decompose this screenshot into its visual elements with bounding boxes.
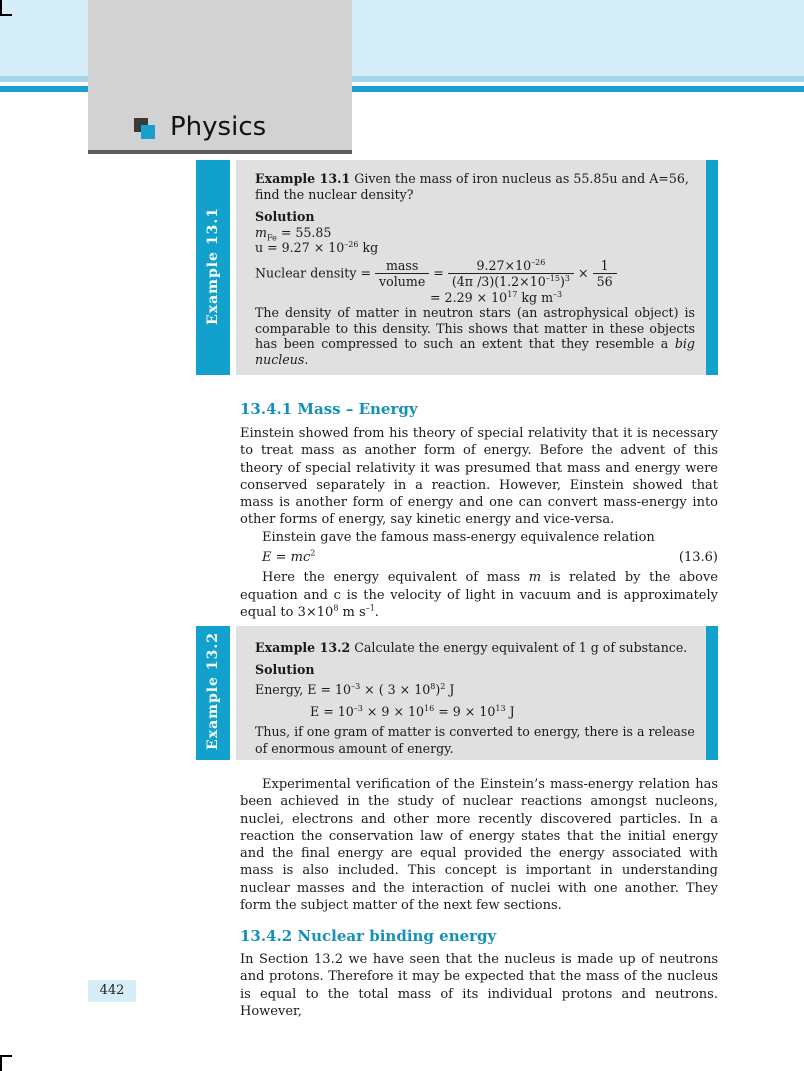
example-1-content [255,171,695,367]
crop-mark-top-left-h [0,14,12,16]
example-2-line-1: Energy, $E = 10^{-3}$ × ( $3 \times 10^8)^2$ J [255,681,455,697]
section-heading-mass-energy: 13.4.1 Mass – Energy [240,400,418,418]
fraction-value: $\frac{9.27\times 10^{-26}}{(4\pi /3)(1.2\times 10^{-15})^3}$ [448,258,574,290]
section-1-para-3: Here the energy equivalent of mass m is related by the above equation and c is the velocity of light in vacuum and is approximately equal to $3\times 10^8$ m $s^{-1}$. [240,570,718,620]
verification-paragraph: Experimental verification of the Einstein’s mass-energy relation has been achieved in the study of nuclear reactions amongst nucleons, nuclei, electrons and other more recently discovered particles. In a reaction the conservation law of energy states that the initial energy and the final energy are equal provided the energy associated with mass is also included. This concept is important in understanding nuclear masses and the interaction of nuclei with one another. They form the subject matter of the next few sections. [240,777,718,914]
section-2-para: In Section 13.2 we have seen that the nucleus is made up of neutrons and protons. Therefore it may be expected that the mass of the nucleus is equal to the total mass of its individual protons and neutrons. However, [240,952,718,1019]
example-2-content [255,638,695,757]
example-tab-label: Example 13.2 [205,632,221,750]
example-tab [196,160,230,375]
example-1-u: $u = 9.27 \times 10^{-26}$ kg [255,239,379,255]
section-1-body [240,425,718,621]
example-box-edge [706,160,718,375]
header-title-rule [88,150,352,154]
fraction-mass-volume: $\frac{\text{mass}}{\text{volume}}$ [375,258,429,290]
example-tab-label: Example 13.1 [205,207,221,325]
example-2-question: Example 13.2 Calculate the energy equivalent of 1 g of substance. [255,640,688,655]
page-number: 442 [88,980,136,1002]
example-tab [196,626,230,760]
section-heading-binding-energy: 13.4.2 Nuclear binding energy [240,927,497,945]
example-2-conclusion: Thus, if one gram of matter is converted to energy, there is a release of enormous amount of energy. [255,724,695,756]
example-2-solution-label: Solution [255,662,315,677]
example-2-line-2: $E = 10^{-3} \times 9 \times 10^{16} = 9 \times 10^{13}$ J [310,703,515,719]
crop-mark-bottom-left [0,1055,2,1071]
crop-mark-bottom-left-h [0,1055,12,1057]
example-1-result: = $2.29 \times 10^{17}$ kg $m^{-3}$ [430,289,563,305]
equation-13-6: $E = mc^2$ (13.6) [262,548,718,566]
example-1-solution-label: Solution [255,209,315,224]
section-1-para-2: Einstein gave the famous mass-energy equivalence relation [262,529,655,545]
fraction-one-over-56: $\frac{1}{56}$ [593,258,617,290]
example-1-conclusion: The density of matter in neutron stars (an astrophysical object) is comparable to this density. This shows that matter in these objects has been compressed to such an extent that they resemble a big nucleus. [255,305,695,367]
example-1-density-equation: Nuclear density = $\frac{\text{mass}}{\text{volume}}$ = $\frac{9.27\times 10^{-26}}{(4\pi /3)(1.2\times 10^{-15})^3}$ × $\frac{1}{56}$ [255,258,695,290]
section-1-para-1: Einstein showed from his theory of special relativity that it is necessary to treat mass as another form of energy. Before the advent of this theory of special relativity it was presumed that mass and energy were conserved separately in a reaction. However, Einstein showed that mass is another form of energy and one can convert mass-energy into other forms of energy, say kinetic energy and vice-versa. [240,426,718,528]
example-box-edge [706,626,718,760]
example-1-question: Example 13.1 Given the mass of iron nucleus as 55.85u and A=56, find the nuclear density? [255,171,689,202]
logo-square-blue [141,125,155,139]
page-title: Physics [170,112,267,142]
equation-number: (13.6) [678,550,718,566]
example-1-mass: $m_{Fe} = 55.85$ [255,224,332,243]
